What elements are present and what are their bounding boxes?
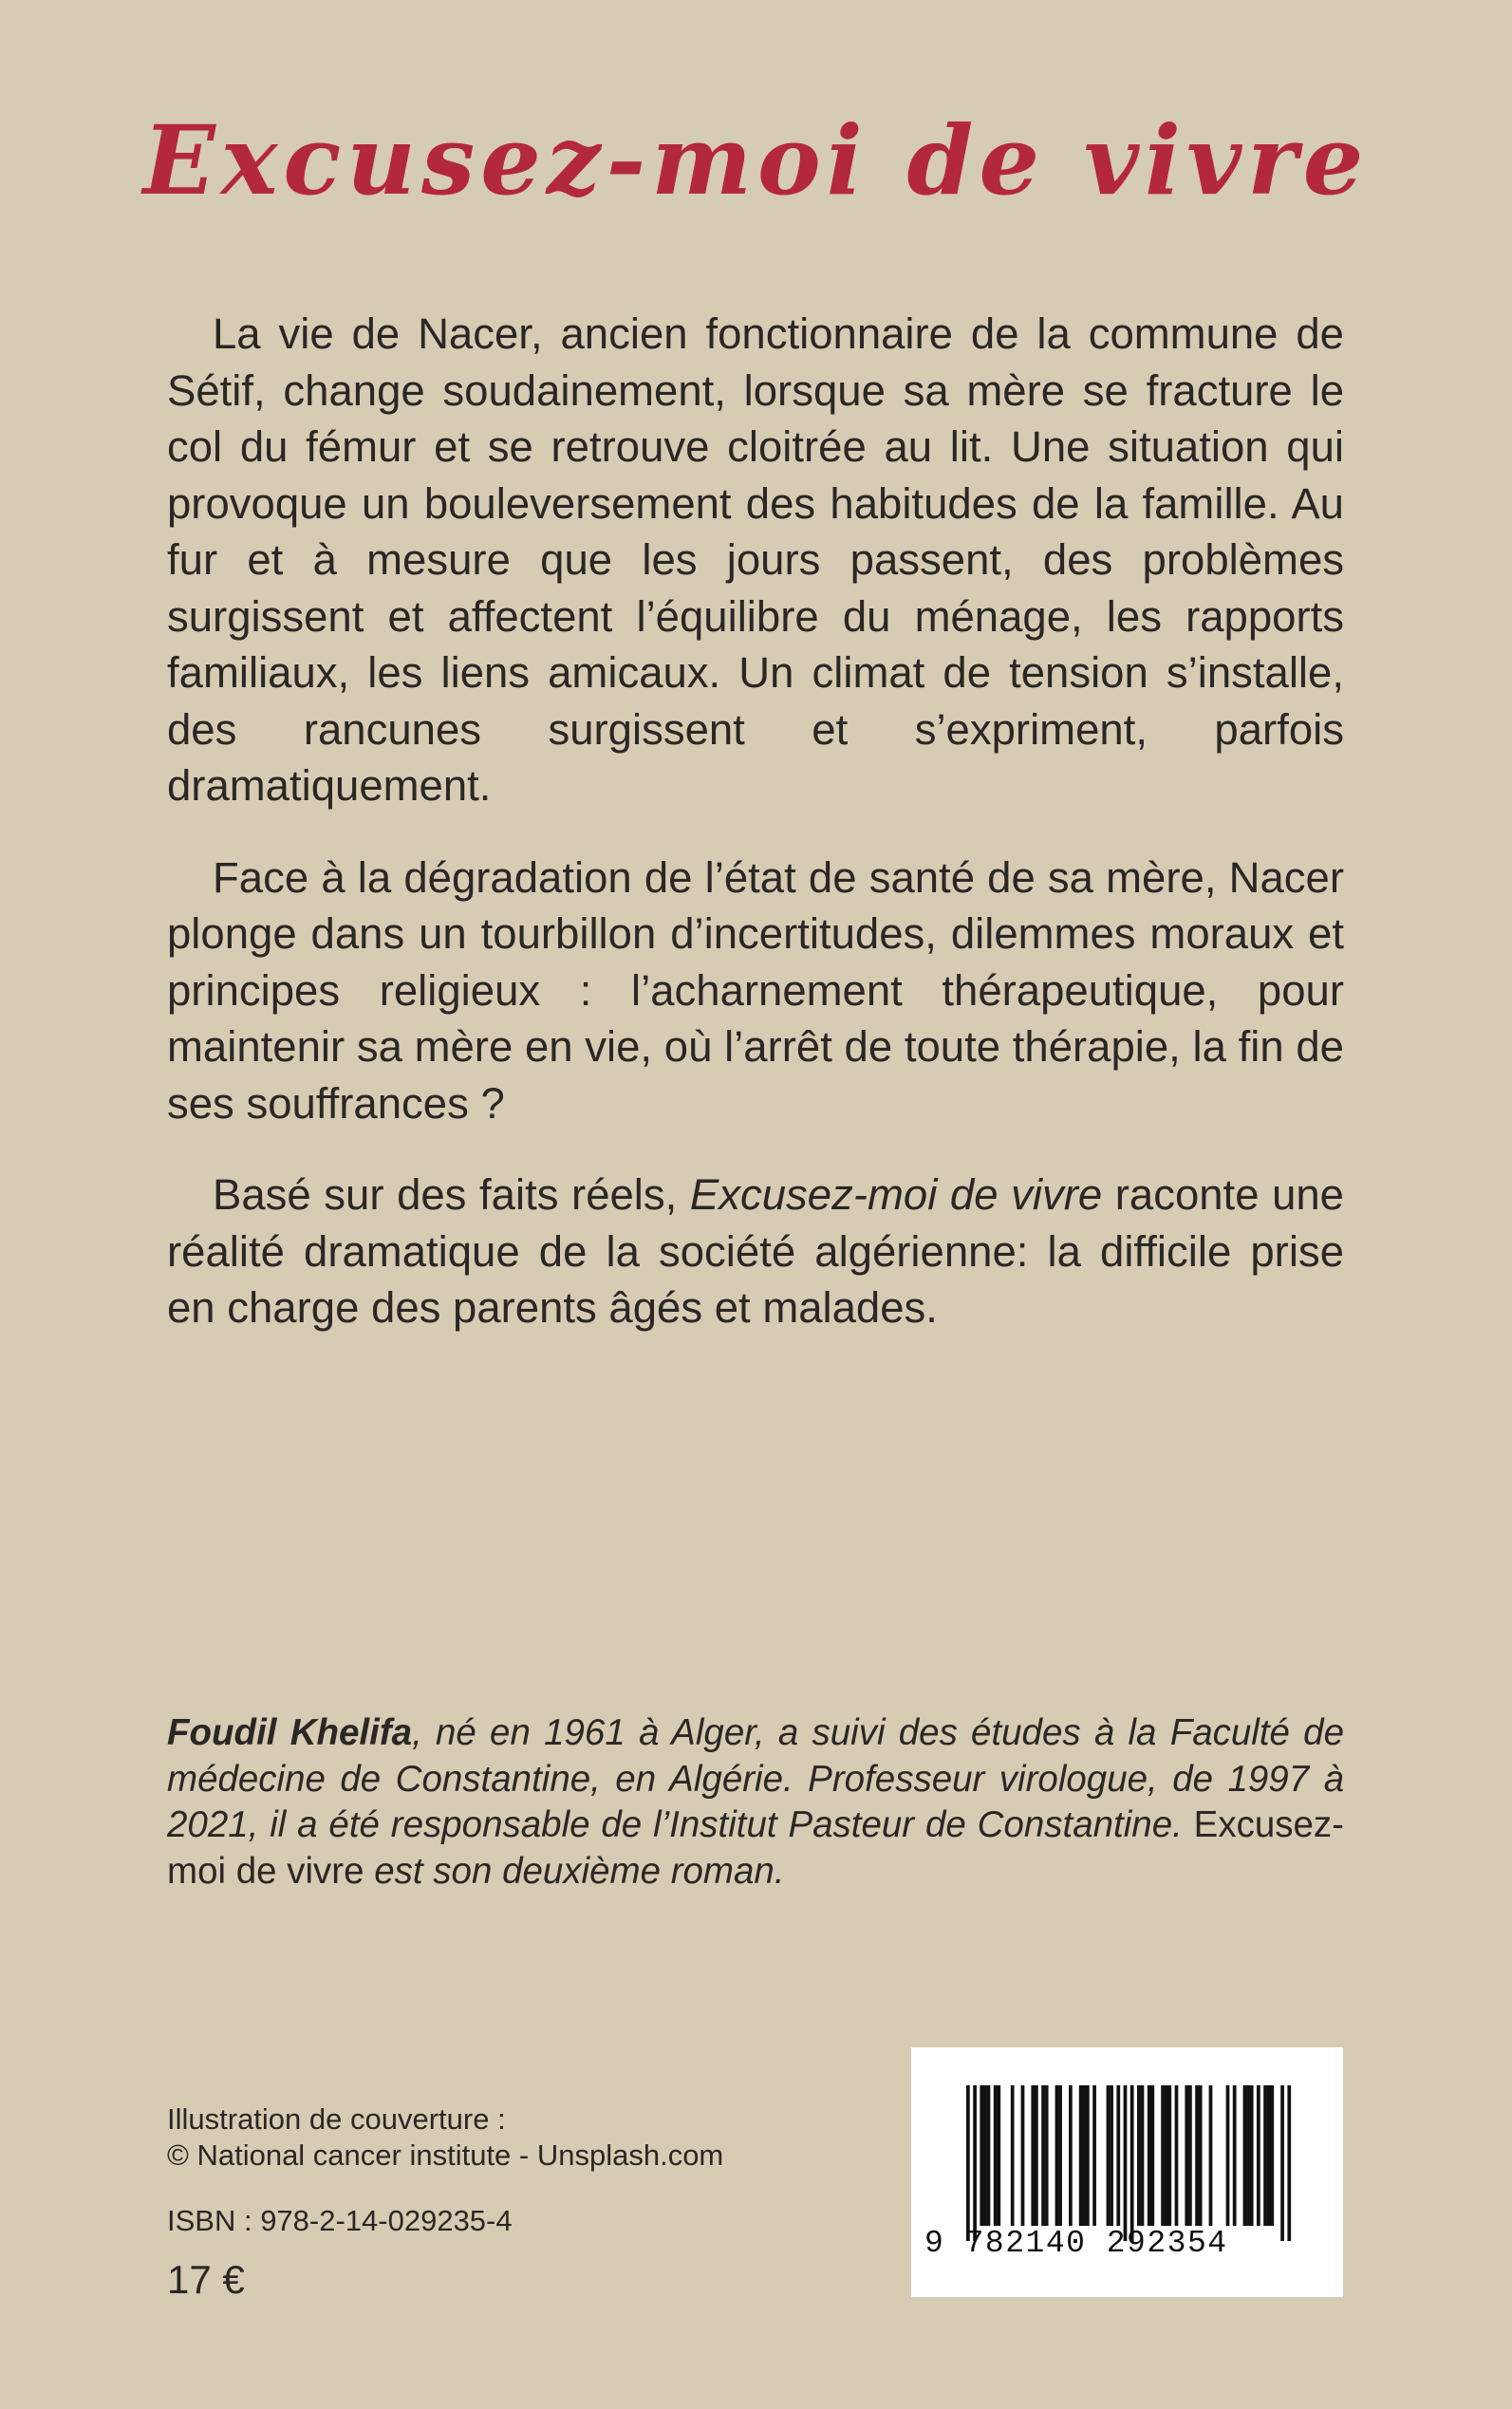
barcode-bar: [997, 2085, 1000, 2226]
barcode-bar: [966, 2085, 970, 2241]
book-title: Excusez-moi de vivre: [142, 104, 1370, 216]
barcode-bar: [1257, 2085, 1260, 2226]
barcode-bar: [1124, 2085, 1128, 2241]
barcode-bar: [1270, 2085, 1274, 2226]
barcode-bar: [1250, 2085, 1254, 2226]
credits-line-2: © National cancer institute - Unsplash.com: [167, 2138, 724, 2172]
barcode-bar: [1165, 2085, 1168, 2226]
barcode-bar: [1141, 2085, 1145, 2226]
price: 17 €: [167, 2257, 245, 2302]
barcode-bar: [1045, 2085, 1049, 2226]
barcode-bar: [1263, 2085, 1267, 2226]
summary-p3-rest: raconte une réalité dramatique de la société algérienne: la difficile prise en charge des parents âgés et malades.: [167, 1170, 1344, 1332]
barcode-bar: [980, 2085, 983, 2226]
summary-paragraph-1: La vie de Nacer, ancien fonctionnaire de la commune de Sétif, change soudainement, lorsque sa mère se fracture le col du fémur et se retrouve cloitrée au lit. Une situation qui provoque un bouleversement des habitudes de la famille. Au fur et à mesure que les jours passent, des problèmes surgissent et affectent l’équilibre du ménage, les rapports familiaux, les liens amicaux. Un climat de tension s’installe, des rancunes surgissent et s’expriment, parfois dramatiquement.: [167, 309, 1344, 810]
barcode-bar: [1267, 2085, 1271, 2226]
barcode-bar: [1287, 2085, 1291, 2241]
author-bio-book-ref: Excusez-moi de vivre: [167, 1804, 1344, 1892]
back-cover-summary: [167, 306, 1344, 1372]
barcode-bar: [1226, 2085, 1230, 2226]
barcode-bar: [1209, 2085, 1213, 2226]
barcode-bar: [1246, 2085, 1250, 2226]
barcode-bar: [1011, 2085, 1015, 2226]
barcode-bar: [1116, 2085, 1120, 2226]
barcode-bar: [1082, 2085, 1086, 2226]
author-bio-text-1: , né en 1961 à Alger, a suivi des études à la Faculté de médecine de Constantine, en Algérie. Professeur virologue, de 1997 à 2021, il a été responsable de l’Institut Pasteur de Constantine.: [167, 1712, 1344, 1845]
barcode-bar: [1086, 2085, 1090, 2226]
barcode-bar: [1058, 2085, 1062, 2226]
barcode-bar: [1035, 2085, 1038, 2226]
summary-p3-title: Excusez-moi de vivre: [689, 1170, 1103, 1219]
barcode-bar: [1069, 2085, 1073, 2226]
illustration-credits: [167, 2101, 907, 2174]
barcode-bar: [1175, 2085, 1179, 2226]
barcode-bar: [1148, 2085, 1151, 2226]
barcode-bar: [994, 2085, 998, 2226]
summary-paragraph-3: [167, 1167, 1344, 1336]
barcode-bar: [1233, 2085, 1237, 2226]
barcode-bar: [1130, 2085, 1134, 2241]
barcode-bar: [1107, 2085, 1111, 2226]
barcode-bar: [1041, 2085, 1045, 2226]
barcode-bar: [983, 2085, 987, 2226]
barcode-bar: [1092, 2085, 1096, 2226]
barcode-bar: [1167, 2085, 1171, 2226]
barcode-bar: [1195, 2085, 1199, 2226]
author-name: Foudil Khelifa: [167, 1712, 413, 1753]
barcode-bar: [987, 2085, 991, 2226]
barcode-bar: [1188, 2085, 1192, 2226]
barcode-bar: [1137, 2085, 1141, 2226]
summary-p3-lead: Basé sur des faits réels,: [213, 1170, 690, 1219]
barcode-bar: [1110, 2085, 1113, 2226]
isbn: ISBN : 978-2-14-029235-4: [167, 2204, 513, 2237]
barcode: [911, 2047, 1343, 2297]
credits-line-1: Illustration de couverture :: [167, 2102, 506, 2136]
barcode-bar: [1021, 2085, 1025, 2226]
barcode-bar: [973, 2085, 977, 2241]
barcode-bar: [1185, 2085, 1188, 2226]
barcode-bar: [1280, 2085, 1284, 2241]
author-bio-text-2: est son deuxième roman.: [364, 1850, 785, 1892]
barcode-bar: [1161, 2085, 1165, 2226]
barcode-bar: [1150, 2085, 1154, 2226]
barcode-digits: 9 782140 292354: [924, 2226, 1228, 2261]
summary-paragraph-2: Face à la dégradation de l’état de santé de sa mère, Nacer plonge dans un tourbillon d’incertitudes, dilemmes moraux et principes religieux : l’acharnement thérapeutique, pour maintenir sa mère en vie, où l’arrêt de toute thérapie, la fin de ses souffrances ?: [167, 852, 1344, 1128]
barcode-bar: [1199, 2085, 1203, 2226]
barcode-bar: [1079, 2085, 1083, 2226]
barcode-bar: [1031, 2085, 1035, 2226]
barcode-bar: [1243, 2085, 1247, 2226]
author-bio: [167, 1710, 1344, 1895]
barcode-bar: [1055, 2085, 1059, 2226]
